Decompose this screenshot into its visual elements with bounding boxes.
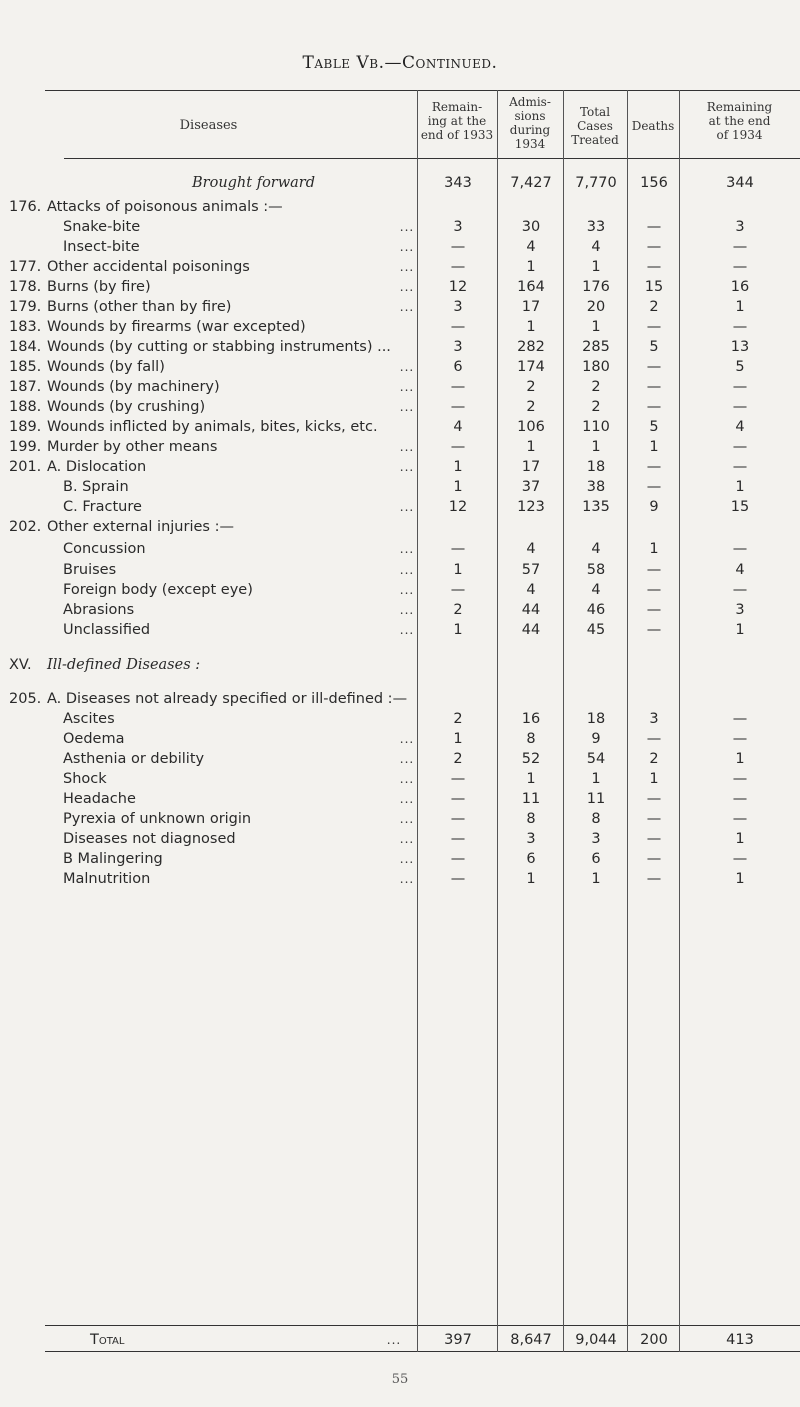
total-remaining-end: 413 (726, 1332, 754, 1348)
leader-dots: ... (399, 872, 415, 886)
header-line: 1934 (514, 137, 546, 151)
table-row (0, 655, 800, 675)
cell-deaths: — (646, 562, 662, 578)
cell-total-cases: 46 (586, 602, 606, 618)
cell-deaths: — (646, 399, 662, 415)
total-rule-top (45, 1325, 800, 1326)
cell-remaining-end: — (732, 811, 748, 827)
cell-remaining-end: 16 (730, 279, 750, 295)
total-rule-bottom (45, 1351, 800, 1352)
header-remaining-start (417, 100, 497, 142)
table-title-text: Table Vb.—Continued. (302, 53, 498, 73)
row-label: Concussion (63, 541, 146, 557)
row-number: 185. (9, 359, 42, 375)
cell-remaining-end: 1 (735, 299, 745, 315)
cell-deaths: — (646, 582, 662, 598)
cell-admissions: 57 (521, 562, 541, 578)
table-row (0, 197, 800, 217)
table-row (0, 437, 800, 457)
table-row (0, 769, 800, 789)
cell-admissions: 3 (526, 831, 536, 847)
leader-dots: ... (399, 500, 415, 514)
leader-dots: ... (399, 360, 415, 374)
table-row (0, 809, 800, 829)
row-label: Attacks of poisonous animals :— (47, 199, 283, 215)
row-label: Pyrexia of unknown origin (63, 811, 252, 827)
row-number: XV. (9, 657, 32, 673)
cell-total-cases: 135 (582, 499, 610, 515)
leader-dots: ... (399, 603, 415, 617)
cell-admissions: 2 (526, 379, 536, 395)
row-label: Wounds (by crushing) (47, 399, 206, 415)
cell-remaining-start: — (450, 399, 466, 415)
row-number: 178. (9, 279, 42, 295)
cell-remaining-start: 12 (448, 279, 468, 295)
header-line: Remaining (706, 100, 773, 114)
row-label: Other external injuries :— (47, 519, 234, 535)
top-rule (45, 90, 800, 91)
cell-remaining-end: 4 (735, 562, 745, 578)
row-label: Brought forward (192, 175, 316, 191)
total-row (0, 1330, 800, 1350)
total-label: Total (90, 1332, 125, 1348)
total-remaining-start: 397 (444, 1332, 472, 1348)
row-label: Wounds by firearms (war excepted) (47, 319, 306, 335)
cell-remaining-start: 4 (453, 419, 463, 435)
cell-admissions: 2 (526, 399, 536, 415)
header-line: Treated (571, 133, 619, 147)
leader-dots: ... (399, 280, 415, 294)
header-diseases-text: Diseases (179, 118, 238, 133)
cell-remaining-end: — (732, 791, 748, 807)
cell-remaining-start: 343 (444, 175, 472, 191)
cell-deaths: 1 (649, 771, 659, 787)
cell-deaths: — (646, 259, 662, 275)
table-row (0, 397, 800, 417)
header-line: during (509, 123, 551, 137)
cell-total-cases: 110 (582, 419, 610, 435)
table-row (0, 457, 800, 477)
header-line: Total (579, 105, 611, 119)
cell-remaining-end: — (732, 771, 748, 787)
header-rule (64, 158, 800, 159)
cell-remaining-end: 1 (735, 622, 745, 638)
cell-total-cases: 45 (586, 622, 606, 638)
cell-deaths: — (646, 831, 662, 847)
row-number: 189. (9, 419, 42, 435)
row-number: 188. (9, 399, 42, 415)
cell-remaining-start: — (450, 831, 466, 847)
cell-remaining-start: 1 (453, 459, 463, 475)
cell-deaths: — (646, 479, 662, 495)
table-row (0, 689, 800, 709)
row-number: 179. (9, 299, 42, 315)
table-row (0, 217, 800, 237)
cell-admissions: 1 (526, 319, 536, 335)
leader-dots: ... (399, 752, 415, 766)
cell-remaining-start: 1 (453, 731, 463, 747)
cell-total-cases: 1 (591, 319, 601, 335)
cell-remaining-start: — (450, 791, 466, 807)
leader-dots: ... (399, 400, 415, 414)
table-title (0, 53, 800, 73)
cell-deaths: 15 (644, 279, 664, 295)
table-row (0, 357, 800, 377)
cell-deaths: — (646, 359, 662, 375)
row-label: Wounds (by machinery) (47, 379, 220, 395)
cell-total-cases: 54 (586, 751, 606, 767)
cell-deaths: — (646, 622, 662, 638)
cell-remaining-end: 4 (735, 419, 745, 435)
cell-admissions: 52 (521, 751, 541, 767)
cell-remaining-end: 3 (735, 219, 745, 235)
cell-admissions: 1 (526, 771, 536, 787)
cell-admissions: 7,427 (510, 175, 552, 191)
cell-remaining-start: — (450, 771, 466, 787)
table-row (0, 539, 800, 559)
table-row (0, 317, 800, 337)
cell-admissions: 282 (517, 339, 545, 355)
cell-total-cases: 6 (591, 851, 601, 867)
cell-total-cases: 58 (586, 562, 606, 578)
row-label: Other accidental poisonings (47, 259, 250, 275)
cell-total-cases: 285 (582, 339, 610, 355)
leader-dots: ... (399, 380, 415, 394)
cell-remaining-start: — (450, 811, 466, 827)
cell-total-cases: 4 (591, 239, 601, 255)
cell-total-cases: 180 (582, 359, 610, 375)
cell-deaths: 1 (649, 439, 659, 455)
table-row (0, 417, 800, 437)
cell-remaining-start: — (450, 379, 466, 395)
leader-dots: ... (399, 583, 415, 597)
cell-remaining-end: 3 (735, 602, 745, 618)
cell-remaining-end: — (732, 731, 748, 747)
cell-remaining-end: — (732, 379, 748, 395)
cell-admissions: 1 (526, 259, 536, 275)
total-dots: ... (386, 1333, 402, 1347)
cell-deaths: 5 (649, 339, 659, 355)
cell-remaining-start: 6 (453, 359, 463, 375)
header-line: ing at the (427, 114, 487, 128)
row-label: Ill-defined Diseases : (47, 657, 201, 673)
cell-deaths: 5 (649, 419, 659, 435)
table-row (0, 749, 800, 769)
row-number: 205. (9, 691, 42, 707)
cell-deaths: 3 (649, 711, 659, 727)
row-label: B. Sprain (63, 479, 129, 495)
cell-deaths: — (646, 379, 662, 395)
cell-remaining-end: — (732, 319, 748, 335)
header-line: of 1934 (716, 128, 763, 142)
row-label: Abrasions (63, 602, 135, 618)
table-row (0, 277, 800, 297)
row-label: Insect-bite (63, 239, 140, 255)
cell-remaining-start: — (450, 259, 466, 275)
cell-remaining-end: — (732, 711, 748, 727)
cell-total-cases: 7,770 (575, 175, 617, 191)
table-row (0, 297, 800, 317)
cell-admissions: 6 (526, 851, 536, 867)
leader-dots: ... (399, 792, 415, 806)
cell-remaining-end: — (732, 582, 748, 598)
cell-total-cases: 33 (586, 219, 606, 235)
cell-remaining-start: — (450, 871, 466, 887)
header-line: at the end (708, 114, 771, 128)
table-row (0, 257, 800, 277)
cell-admissions: 8 (526, 811, 536, 827)
header-deaths-text: Deaths (631, 119, 675, 133)
cell-admissions: 174 (517, 359, 545, 375)
table-row (0, 580, 800, 600)
table-row (0, 849, 800, 869)
row-number: 176. (9, 199, 42, 215)
row-label: A. Diseases not already specified or ill-defined :— (47, 691, 408, 707)
leader-dots: ... (399, 812, 415, 826)
leader-dots: ... (399, 440, 415, 454)
leader-dots: ... (399, 542, 415, 556)
cell-total-cases: 2 (591, 399, 601, 415)
row-label: Asthenia or debility (63, 751, 205, 767)
cell-remaining-start: 3 (453, 339, 463, 355)
table-row (0, 869, 800, 889)
row-label: Unclassified (63, 622, 151, 638)
row-label: Snake-bite (63, 219, 141, 235)
row-number: 187. (9, 379, 42, 395)
cell-deaths: — (646, 219, 662, 235)
cell-remaining-start: 2 (453, 711, 463, 727)
cell-remaining-start: — (450, 439, 466, 455)
cell-total-cases: 8 (591, 811, 601, 827)
header-line: Remain- (431, 100, 483, 114)
cell-admissions: 16 (521, 711, 541, 727)
leader-dots: ... (399, 300, 415, 314)
leader-dots: ... (399, 220, 415, 234)
row-label: B Malingering (63, 851, 163, 867)
row-label: Foreign body (except eye) (63, 582, 253, 598)
cell-total-cases: 11 (586, 791, 606, 807)
table-row (0, 497, 800, 517)
cell-total-cases: 1 (591, 771, 601, 787)
cell-admissions: 44 (521, 602, 541, 618)
leader-dots: ... (399, 772, 415, 786)
cell-deaths: — (646, 811, 662, 827)
leader-dots: ... (399, 852, 415, 866)
table-row (0, 477, 800, 497)
cell-deaths: — (646, 239, 662, 255)
cell-total-cases: 18 (586, 459, 606, 475)
leader-dots: ... (399, 240, 415, 254)
cell-deaths: 2 (649, 751, 659, 767)
cell-total-cases: 9 (591, 731, 601, 747)
cell-admissions: 1 (526, 439, 536, 455)
cell-remaining-start: 1 (453, 622, 463, 638)
cell-remaining-end: 1 (735, 479, 745, 495)
row-label: Shock (63, 771, 107, 787)
header-deaths (627, 119, 679, 133)
cell-deaths: — (646, 791, 662, 807)
leader-dots: ... (399, 732, 415, 746)
cell-remaining-end: 5 (735, 359, 745, 375)
leader-dots: ... (399, 563, 415, 577)
header-remaining-end (679, 100, 800, 142)
cell-total-cases: 4 (591, 582, 601, 598)
row-label: Headache (63, 791, 136, 807)
row-number: 177. (9, 259, 42, 275)
header-line: sions (514, 109, 546, 123)
cell-admissions: 4 (526, 541, 536, 557)
cell-deaths: — (646, 731, 662, 747)
cell-deaths: — (646, 602, 662, 618)
cell-remaining-end: 13 (730, 339, 750, 355)
cell-remaining-start: 3 (453, 299, 463, 315)
cell-admissions: 4 (526, 239, 536, 255)
row-label: Burns (by fire) (47, 279, 151, 295)
table-row (0, 620, 800, 640)
row-label: Bruises (63, 562, 117, 578)
row-number: 199. (9, 439, 42, 455)
cell-deaths: — (646, 459, 662, 475)
row-label: Diseases not diagnosed (63, 831, 236, 847)
cell-total-cases: 1 (591, 259, 601, 275)
cell-admissions: 17 (521, 299, 541, 315)
cell-admissions: 30 (521, 219, 541, 235)
cell-deaths: — (646, 871, 662, 887)
row-number: 201. (9, 459, 42, 475)
cell-remaining-end: — (732, 851, 748, 867)
row-label: Wounds (by cutting or stabbing instruments) ... (47, 339, 391, 355)
cell-remaining-end: 1 (735, 831, 745, 847)
cell-remaining-end: 1 (735, 871, 745, 887)
cell-remaining-end: — (732, 439, 748, 455)
cell-remaining-end: — (732, 459, 748, 475)
cell-admissions: 164 (517, 279, 545, 295)
cell-remaining-start: 1 (453, 562, 463, 578)
row-label: Malnutrition (63, 871, 151, 887)
total-admissions: 8,647 (510, 1332, 552, 1348)
table-row (0, 829, 800, 849)
table-row (0, 560, 800, 580)
cell-admissions: 11 (521, 791, 541, 807)
total-deaths: 200 (640, 1332, 668, 1348)
cell-remaining-start: — (450, 239, 466, 255)
table-row (0, 709, 800, 729)
table-row (0, 517, 800, 537)
cell-deaths: 9 (649, 499, 659, 515)
table-row (0, 377, 800, 397)
header-total-cases (563, 105, 627, 147)
cell-total-cases: 38 (586, 479, 606, 495)
table-row (0, 173, 800, 193)
cell-total-cases: 176 (582, 279, 610, 295)
cell-remaining-end: 344 (726, 175, 754, 191)
row-label: A. Dislocation (47, 459, 147, 475)
leader-dots: ... (399, 260, 415, 274)
table-row (0, 337, 800, 357)
row-number: 183. (9, 319, 42, 335)
cell-admissions: 37 (521, 479, 541, 495)
cell-deaths: 1 (649, 541, 659, 557)
cell-remaining-end: — (732, 399, 748, 415)
cell-deaths: — (646, 319, 662, 335)
cell-deaths: — (646, 851, 662, 867)
cell-total-cases: 18 (586, 711, 606, 727)
cell-remaining-end: 15 (730, 499, 750, 515)
row-label: C. Fracture (63, 499, 142, 515)
cell-remaining-end: — (732, 541, 748, 557)
page-number: 55 (391, 1372, 409, 1387)
cell-remaining-end: — (732, 239, 748, 255)
row-label: Wounds (by fall) (47, 359, 165, 375)
header-admissions (497, 95, 563, 151)
cell-remaining-start: 2 (453, 751, 463, 767)
cell-total-cases: 1 (591, 439, 601, 455)
cell-remaining-start: 2 (453, 602, 463, 618)
cell-admissions: 4 (526, 582, 536, 598)
table-row (0, 729, 800, 749)
leader-dots: ... (399, 832, 415, 846)
cell-total-cases: 4 (591, 541, 601, 557)
cell-admissions: 44 (521, 622, 541, 638)
cell-remaining-start: — (450, 541, 466, 557)
table-row (0, 237, 800, 257)
table-row (0, 600, 800, 620)
cell-deaths: 2 (649, 299, 659, 315)
cell-remaining-start: 3 (453, 219, 463, 235)
cell-total-cases: 2 (591, 379, 601, 395)
row-label: Ascites (63, 711, 115, 727)
row-label: Burns (other than by fire) (47, 299, 232, 315)
row-label: Wounds inflicted by animals, bites, kicks, etc. (47, 419, 378, 435)
cell-admissions: 1 (526, 871, 536, 887)
cell-remaining-start: — (450, 582, 466, 598)
cell-total-cases: 20 (586, 299, 606, 315)
cell-remaining-end: — (732, 259, 748, 275)
cell-remaining-start: 1 (453, 479, 463, 495)
table-row (0, 789, 800, 809)
header-line: end of 1933 (420, 128, 494, 142)
header-diseases (0, 119, 417, 133)
leader-dots: ... (399, 623, 415, 637)
cell-remaining-start: — (450, 851, 466, 867)
row-label: Oedema (63, 731, 125, 747)
cell-total-cases: 3 (591, 831, 601, 847)
cell-admissions: 8 (526, 731, 536, 747)
cell-remaining-start: 12 (448, 499, 468, 515)
leader-dots: ... (399, 460, 415, 474)
row-number: 184. (9, 339, 42, 355)
cell-admissions: 17 (521, 459, 541, 475)
cell-admissions: 106 (517, 419, 545, 435)
row-label: Murder by other means (47, 439, 218, 455)
cell-admissions: 123 (517, 499, 545, 515)
cell-remaining-end: 1 (735, 751, 745, 767)
cell-deaths: 156 (640, 175, 668, 191)
header-line: Admis- (509, 95, 551, 109)
row-number: 202. (9, 519, 42, 535)
cell-total-cases: 1 (591, 871, 601, 887)
cell-remaining-start: — (450, 319, 466, 335)
header-line: Cases (577, 119, 613, 133)
total-cases: 9,044 (575, 1332, 617, 1348)
